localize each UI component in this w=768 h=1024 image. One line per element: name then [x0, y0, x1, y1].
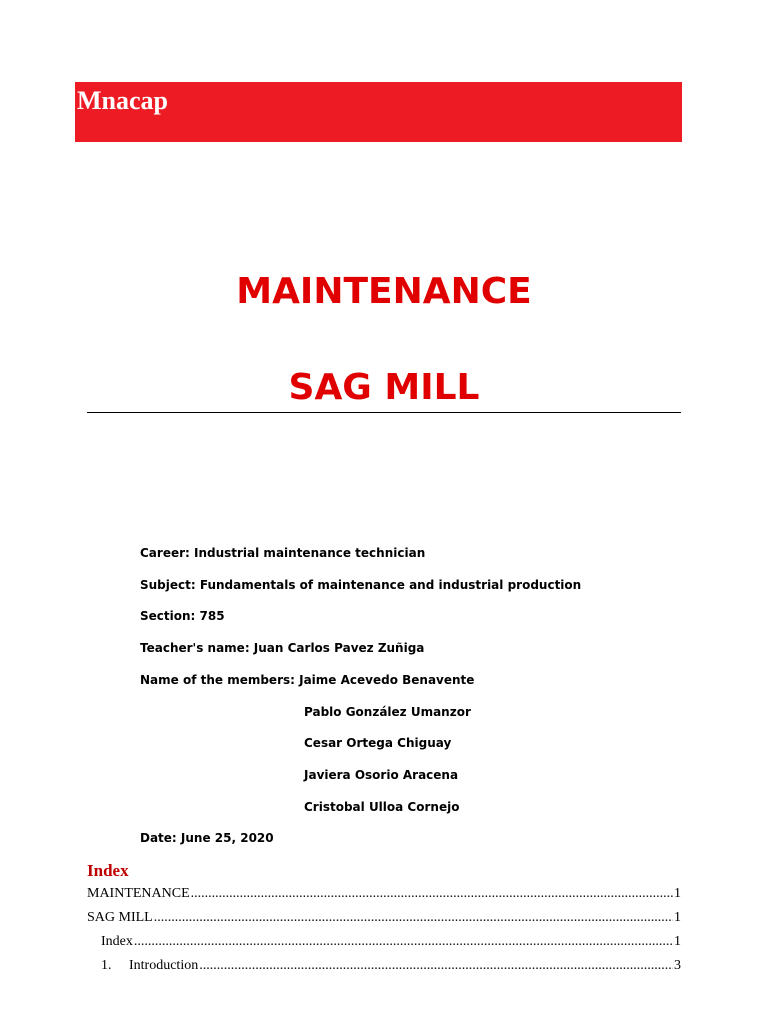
- member-name: Javiera Osorio Aracena: [304, 768, 459, 782]
- toc-dot-leader: [154, 909, 673, 927]
- banner-title: Mnacap: [77, 86, 168, 115]
- toc-entry-page: 1: [674, 934, 681, 949]
- toc-entry[interactable]: [87, 885, 681, 903]
- index-heading: Index: [87, 861, 129, 880]
- toc-dot-leader: [191, 885, 673, 903]
- document-title-maintenance: MAINTENANCE: [236, 271, 532, 312]
- toc-entry-number: 1.: [101, 958, 112, 973]
- career-line: Career: Industrial maintenance technician: [140, 546, 426, 560]
- date-line: Date: June 25, 2020: [140, 831, 274, 845]
- toc-entry[interactable]: [101, 957, 681, 975]
- document-title-sag-mill: SAG MILL: [288, 367, 480, 408]
- toc-entry-page: 1: [674, 910, 681, 925]
- toc-entry-page: 1: [674, 886, 681, 901]
- toc-entry-title: MAINTENANCE: [87, 886, 190, 901]
- toc-entry[interactable]: [87, 909, 681, 927]
- toc-dot-leader: [199, 957, 673, 975]
- member-name: Pablo González Umanzor: [304, 705, 471, 719]
- teacher-line: Teacher's name: Juan Carlos Pavez Zuñiga: [140, 641, 425, 655]
- toc-dot-leader: [134, 933, 673, 951]
- title-divider: [87, 412, 681, 413]
- member-name: Cristobal Ulloa Cornejo: [304, 800, 460, 814]
- toc-entry-title: SAG MILL: [87, 910, 153, 925]
- toc-entry-title: Index: [101, 934, 133, 949]
- toc-entry[interactable]: [101, 933, 681, 951]
- toc-entry-page: 3: [674, 958, 681, 973]
- member-name: Cesar Ortega Chiguay: [304, 736, 452, 750]
- toc-entry-title: Introduction: [129, 958, 199, 973]
- section-line: Section: 785: [140, 609, 225, 623]
- header-banner: [75, 82, 682, 142]
- subject-line: Subject: Fundamentals of maintenance and industrial production: [140, 578, 582, 592]
- members-line: Name of the members: Jaime Acevedo Benavente: [140, 673, 475, 687]
